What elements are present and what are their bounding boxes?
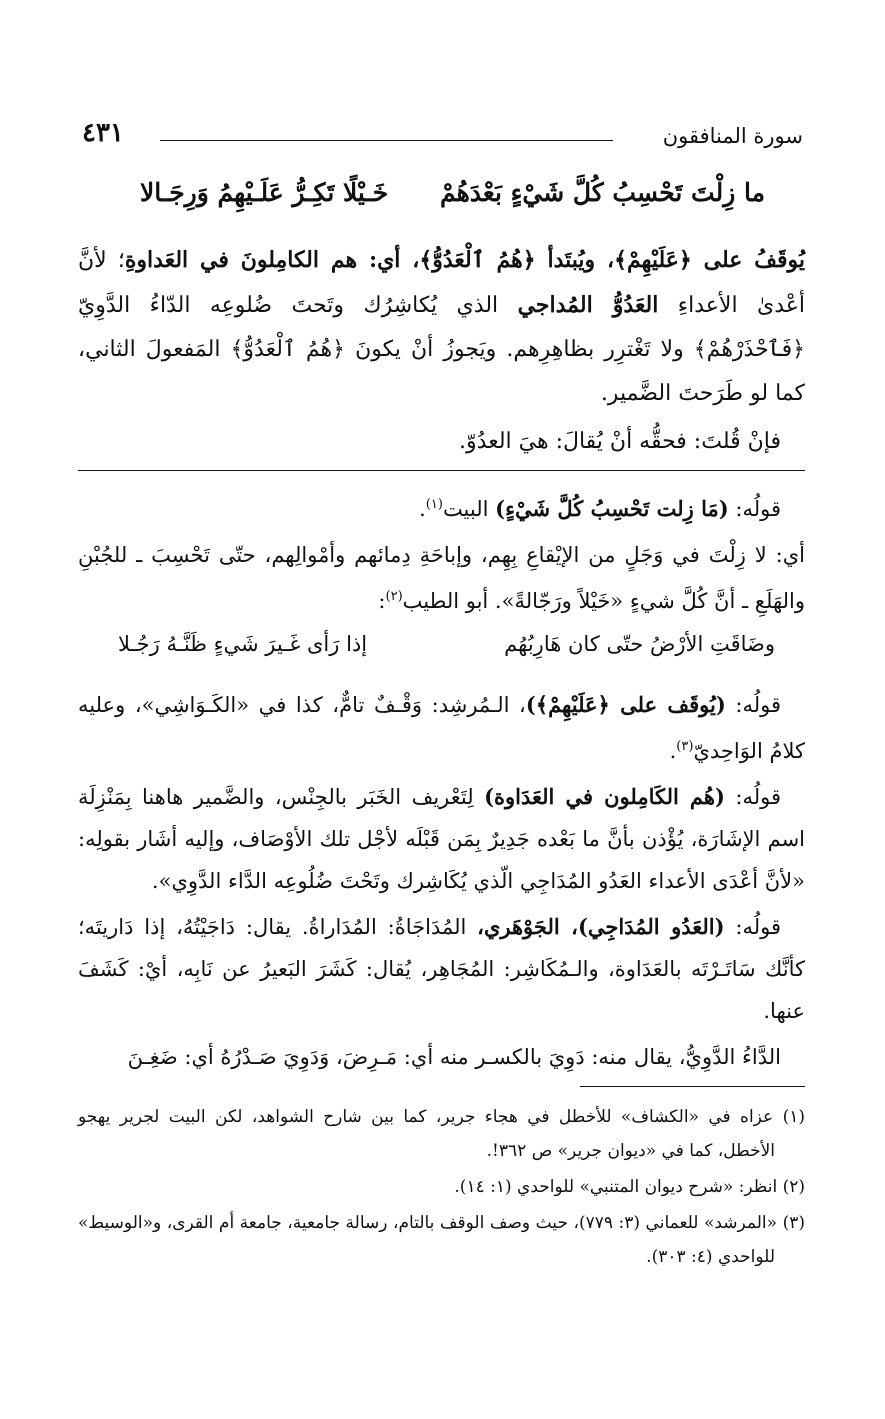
commentary-text: : — [378, 589, 386, 613]
page-header — [82, 118, 803, 158]
commentary — [78, 484, 805, 1082]
main-text-bold: العَدُوُّ المُداجي — [517, 292, 659, 318]
commentary-text: قولُه: — [724, 785, 782, 809]
commentary-lemma: (هُم الكَامِلون في العَدَاوة) — [484, 784, 725, 809]
main-paragraph — [78, 238, 805, 416]
commentary-text: قولُه: — [728, 497, 781, 521]
verse-hemistich-1: ما زِلْتَ تَحْسِبُ كُلَّ شَيْءٍ بَعْدَهُمْ — [439, 178, 765, 207]
poem-line — [78, 626, 805, 678]
commentary-paragraph: الدَّاءُ الدَّوِيُّ، يقال منه: دَوِيَ بالكسـر منه أي: مَـرِضَ، وَدَوِيَ صَـدْرُهُ أي: ضَغِـنَ — [127, 1045, 781, 1069]
commentary-paragraph — [78, 776, 805, 902]
commentary-paragraph — [78, 684, 805, 772]
footnote-ref: (٢) — [385, 589, 403, 604]
poem-hemistich-2: إذا رَأى غَـيرَ شَيءٍ ظَنَّـهُ رَجُـلا — [118, 632, 368, 656]
footnote-ref: (٣) — [676, 739, 694, 754]
header-rule — [160, 140, 613, 141]
commentary-text: . — [669, 739, 677, 763]
commentary-text: قولُه: — [725, 693, 781, 717]
poem-hemistich-1: وضَاقَتِ الأرْضُ حتّى كان هَارِبُهُم — [504, 632, 775, 656]
surah-title: سورة المنافقون — [662, 124, 803, 148]
commentary-paragraph — [78, 484, 805, 530]
main-text-segment: ؛ لأنَّ أعْدىٰ الأعداءِ — [78, 248, 805, 318]
footnotes — [78, 1100, 805, 1276]
page-number: ٤٣١ — [82, 118, 124, 148]
commentary-text: . — [419, 497, 426, 521]
commentary-lemma: (العَدُو المُدَاجِي)، الجَوْهَري، — [477, 914, 725, 939]
commentary-paragraph — [78, 534, 805, 622]
commentary-lemma: (يُوقَف على ﴿عَلَيْهِمْ﴾) — [525, 692, 726, 717]
commentary-text: المُدَاجَاةُ: المُدَاراةُ. يقال: دَاجَيْتُهُ، إذا دَاريتَه؛ كأنَّك سَاتَـرْتَه بالعَدَاوة، والـمُكَاشِر: المُجَاهِر، يُقال: كَشَرَ البَعيرُ عن نَابِه، أيْ: كَشَفَ عنها. — [78, 915, 805, 1023]
verse-hemistich-2: خَـيْلًا تَكِـرُّ عَلَـيْهِمُ وَرِجَـالا — [140, 178, 389, 207]
footnote-rule — [580, 1086, 805, 1087]
commentary-lemma: (مَا زِلت تَحْسِبُ كُلَّ شَيْءٍ) — [495, 496, 729, 521]
main-text-segment: يُوقَفُ على ﴿عَلَيْهِمْ﴾، ويُبتَدأ ﴿هُمُ ٱلْعَدُوُّ﴾، أي: — [357, 247, 805, 273]
main-text-bold: هم الكامِلونَ في العَداوةِ — [124, 247, 358, 273]
main-text — [78, 238, 805, 464]
main-question: فإنْ قُلتَ: فحقُّه أنْ يُقالَ: هيَ العدُوّ. — [459, 429, 781, 454]
footnote: (٢) انظر: «شرح ديوان المتنبي» للواحدي (١: ١٤). — [454, 1177, 805, 1197]
footnote: (٣) «المرشد» للعماني (٣: ٧٧٩)، حيث وصف الوقف بالتام، رسالة جامعية، جامعة أم القرى، و«الوسيط» للواحدي (٤: ٣٠٣). — [78, 1213, 805, 1267]
commentary-text: ، الـمُرشِد: وَقْـفٌ تامٌّ، كذا في «الكَـوَاشِي»، وعليه كلامُ الوَاحِديّ — [78, 693, 805, 763]
section-divider — [78, 470, 805, 471]
commentary-text: لِتَعْريف الخَبَر بالجِنْس، والضَّمير هاهنا بِمَنْزِلَة اسم الإشَارَة، يُؤْذن بأنَّ ما بَعْده جَدِيرٌ بِمَن قَبْلَه لأجْل تلك الأوْصَاف، وإليه أشَار بقولِه: «لأنَّ أعْدَى الأعداء العَدُو المُدَاجِي الّذي يُكَاشِرك وتَحْتَ ضُلُوعِه الدَّاء الدَّوِي». — [78, 785, 805, 893]
footnote: (١) عزاه في «الكشاف» للأخطل في هجاء جرير، كما بين شارح الشواهد، لكن البيت لجرير يهجو الأخطل، كما في «ديوان جرير» ص ٣٦٢!. — [78, 1107, 805, 1161]
footnote-ref: (١) — [425, 497, 443, 512]
main-text-segment: الذي يُكاشِرُك وتَحتَ ضُلوعِه الدّاءُ الدَّوِيّ ﴿فَٱحْذَرْهُمْ﴾ ولا تَغْترِر بظاهِرِهم. ويَجوزُ أنْ يكونَ ﴿هُمُ ٱلْعَدُوُّ﴾ المَفعولَ الثاني، كما لو طَرَحتَ الضَّمير. — [78, 293, 805, 406]
commentary-paragraph — [78, 906, 805, 1032]
commentary-text: البيت — [442, 497, 496, 521]
commentary-text: أي: لا زِلْتَ في وَجَلٍ من الإيْقاعِ بِهِم، وإباحَةِ دِمائهم وأمْوالِهم، حتّى تَحْسِبَ ـ للجُبْنِ والهَلَعِ ـ أنَّ كُلَّ شيءٍ «خَيْلاً ورَجّالةً». أبو الطيب — [78, 543, 805, 613]
verse-line — [140, 176, 765, 226]
commentary-text: قولُه: — [724, 915, 782, 939]
